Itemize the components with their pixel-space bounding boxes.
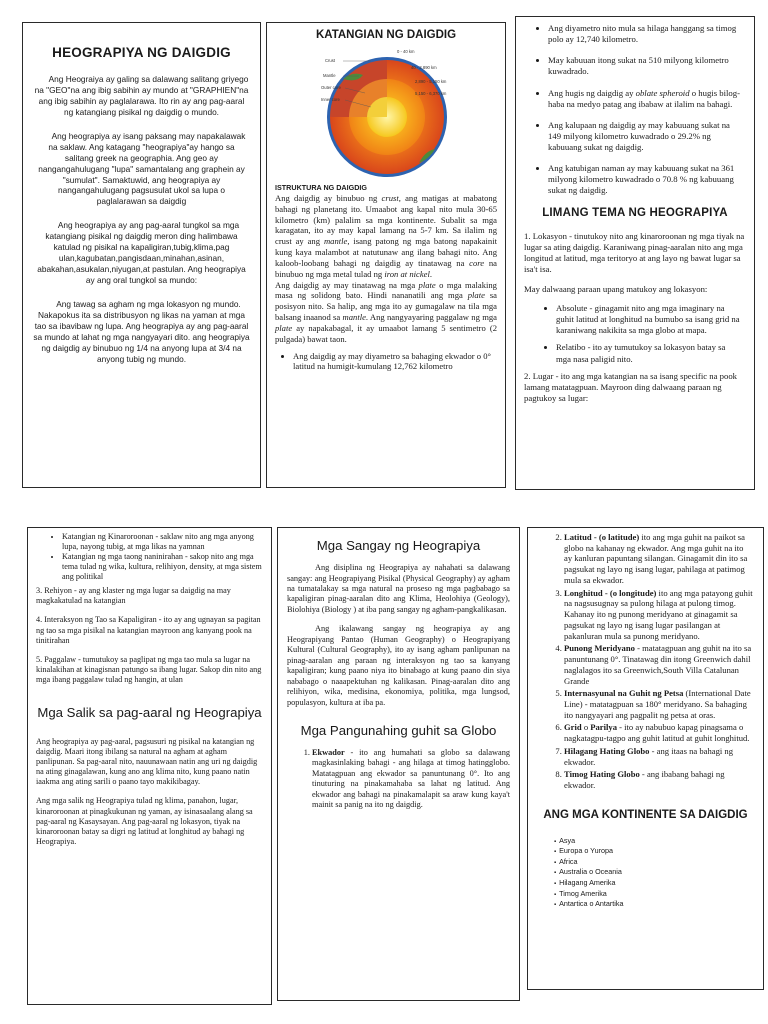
section-title: Mga Salik sa pag-aaral ng Heograpiya <box>37 705 262 721</box>
list-item: • Ang hugis ng daigdig ay oblate spheroid o hugis bilog-haba na medyo patag ang ibabaw at ilalim na bahagi. <box>548 88 742 110</box>
numbered-list <box>312 748 510 811</box>
list-item: 8. Timog Hating Globo - ang ibabang bahagi ng ekwador. <box>564 769 753 790</box>
earth-label-mantle: Mantle <box>323 73 336 78</box>
earth-depth-mantle: 40 - 2,890 km <box>411 65 437 70</box>
paragraph: 2. Lugar - ito ang mga katangian na sa isang specific na pook lamang matatagpuan. Mayroon ding dalwaang paraan ng pagtukoy sa lugar: <box>524 370 738 404</box>
section-title: LIMANG TEMA NG HEOGRAPIYA <box>542 206 728 219</box>
earth-label-inner-core: Inner core <box>321 97 340 102</box>
list-item: ▪ Africa <box>562 857 763 868</box>
paragraph: Ang daigdig ay binubuo ng crust, ang matigas at mabatong bahagi ng planetang ito. Umaabot ang kapal nito mula 30-65 kilometro (km) palalim sa mga kontinente. Subalit sa mga karagatan, ito ay may kapal lamang na 5-7 km. Sa ilalim ng crust ay ang mantle, isang patong ng mga batong napakainit kung kaya malambot at natutunaw ang ilang bahagi nito. Ang kaloob-loobang bahagi ng daigdig ay tinatawag na core na binubuo ng mga metal tulad ng iron at nickel. <box>275 193 497 279</box>
list-item: 7. Hilagang Hating Globo - ang itaas na bahagi ng ekwador. <box>564 746 753 767</box>
section-title: Mga Pangunahing guhit sa Globo <box>300 722 497 738</box>
panel-title: HEOGRAPIYA NG DAIGDIG <box>52 45 231 60</box>
list-item: • Ang diyametro nito mula sa hilaga hanggang sa timog polo ay 12,740 kilometro. <box>548 23 742 45</box>
section-title: Mga Sangay ng Heograpiya <box>316 538 481 553</box>
paragraph: 3. Rehiyon - ay ang klaster ng mga lugar sa daigdig na may magkakatulad na katangian <box>36 586 231 606</box>
earth-layers-illustration <box>319 43 449 181</box>
earth-depth-inner-core: 5,150 - 6,370 km <box>415 91 447 96</box>
panel-heograpiya-ng-daigdig <box>22 22 261 488</box>
paragraph: May dalwaang paraan upang matukoy ang lokasyon: <box>524 283 708 294</box>
paragraph: Ang heograpiya ay isang paksang may napakalawak na saklaw. Ang katagang "heograpiya"ay hango sa salitang greek na geographia. Ang geo ay nangangahulugang "lupa" samantalang ang graphein ay "sumulat". Samaktuwid, ang heograpiya ay nangangahulugang pagsusulat ukol sa lupa o paglalarawan sa daigdig <box>38 130 246 207</box>
list-item: ▪ Hilagang Amerika <box>562 878 763 889</box>
list-item: 4. Punong Meridyano - matatagpuan ang guhit na ito sa panuntunang 0°. Tinatawag din itong Greenwich dahil naglalagos ito sa Greenwich,South Villa Catalunan Grande <box>564 643 753 686</box>
list-item: ▪ Asya <box>562 836 763 847</box>
paragraph: Ang ikalawang sangay ng heograpiya ay ang Heograpiyang Pantao (Human Geography) o Heograpiyang Kultural (Cultural Geography), ito ay isang agham panlipunan na pinag-aaralan ang paraan ng interaksyon ng tao sa kanyang kapaligiran; kung paano niya ito binabago at kung paano din siya nababago o naaapektuhan ng kalikasan. Pinag-aaralan dito ang relihiyon, wika, medisina, ekonomiya, politika, mga lungsod, populasyon, kultura at iba pa. <box>287 624 510 707</box>
panel-katangian-ng-daigdig <box>266 22 506 488</box>
panel-mga-guhit-at-kontinente <box>527 527 764 990</box>
list-item: • Katangian ng Kinaroroonan - saklaw nito ang mga anyong lupa, nayong tubig, at mga likas na yamnan <box>62 532 263 552</box>
list-item: • Ang daigdig ay may diyametro sa bahaging ekwador o 0° latitud na humigit-kumulang 12,762 kilometro <box>293 351 497 373</box>
list-item: ▪ Antartica o Antartika <box>562 899 763 910</box>
bullet-list <box>548 23 742 197</box>
numbered-list <box>564 532 753 791</box>
paragraph: Ang disiplina ng Heograpiya ay nahahati sa dalawang sangay: ang Heograpiyang Pisikal (Physical Geography) ay agham na tumatalakay sa mga natural na proseso ng mga pagbabago sa kapaligiran pinag-aaralan dito ang Klima, Heolohiya (Geology), Biolohiya (Biology ) at iba pang sangay ng agham-pangkalikasan. <box>287 563 510 614</box>
panel-limang-tema <box>515 16 755 490</box>
earth-depth-crust: 0 - 40 km <box>397 49 415 54</box>
list-item: ▪ Europa o Yuropa <box>562 846 763 857</box>
list-item: • Ang kalupaan ng daigdig ay may kabuuang sukat na 149 milyong kilometro kuwadrado o 29.2% ng kabuuang sukat ng daigdig. <box>548 120 742 153</box>
section-title: ANG MGA KONTINENTE SA DAIGDIG <box>543 808 748 821</box>
continent-list <box>559 835 763 910</box>
list-item: • Absolute - ginagamit nito ang mga imaginary na guhit latitud at longhitud na bumubo sa isang grid na karaniwang nakikita sa mga globo at mapa. <box>556 303 742 336</box>
earth-depth-outer-core: 2,890 - 5,150 km <box>415 79 447 84</box>
earth-label-crust: Crust <box>325 58 336 63</box>
panel-mga-salik <box>27 527 272 1005</box>
paragraph: 5. Paggalaw - tumutukoy sa paglipat ng mga tao mula sa lugar na kinalakihan at kinagisnan patungo sa ibang lugar. Sakop din nito ang mga ibang paggalaw tulad ng hangin, at ulan <box>36 654 262 685</box>
list-item: • Ang katubigan naman ay may kabuuang sukat na 361 milyong kilometro kuwadrado o 70.8 % ng kabuuang sukat ng daigdig. <box>548 163 742 196</box>
list-item: ▪ Australia o Oceania <box>562 867 763 878</box>
panel-title: KATANGIAN NG DAIGDIG <box>315 29 457 41</box>
list-item: • May kabuuan itong sukat na 510 milyong kilometro kuwadrado. <box>548 55 742 77</box>
paragraph: Ang daigdig ay may tinatawag na mga plate o mga malaking masa ng solidong bato. Hindi nananatili ang mga plate sa posisyon nito. Sa halip, ang mga ito ay gumagalaw na tila mga balsang inaanod sa mantle. Ang nangyayaring paggalaw ng mga plate ay napakabagal, it ay umaabot lamang 5 sentimetro (2 pulgada) bawat taon. <box>275 279 497 344</box>
list-item: 1. Ekwador - ito ang humahati sa globo sa dalawang magkasinlaking bahagi - ang hilaga at timog hatingglobo. Matatagpuan ang ekwador sa panuntunang 0°. Ito ang tinuturing na pinakamahaba sa lahat ng latitud. Ang ekwador ang bahagi na pinakamalapit sa araw kung kaya't mainit sa panig na ito ng daigdig. <box>312 748 510 811</box>
earth-label-outer-core: Outer core <box>321 85 341 90</box>
paragraph: Ang heograpiya ay pag-aaral, pagsusuri ng pisikal na katangian ng daigdig. Maari itong ibilang sa natural na agham at agham panlipunan. Sa pag-aaral nito, nauunawaan natin ang uri ng daigdig na ating ginagalawan, kung ano ang klima nito, kung paano natin iaakma ang ating sarili o paano tayo makikibagay. <box>36 736 258 787</box>
panel-mga-sangay <box>277 527 520 1001</box>
list-item: 5. Internasyunal na Guhit ng Petsa (International Date Line) - matatagpuan sa 180° meridyano. Sa bahaging ito nangyayari ang pagpalit ng petsa at oras. <box>564 688 753 720</box>
list-item: 3. Longhitud - (o longitude) ito ang mga patayong guhit na nagsusugnay sa pulong hilaga at pulong timog. Kahanay ito ng punong meridyano at ginagamit sa pagsukat ng layo ng isang lugar pasilangan at pakanluran mula sa punong meridyano. <box>564 588 753 642</box>
list-item: 2. Latitud - (o latitude) ito ang mga guhit na paikot sa globo na kahanay ng ekwador. Ang mga guhit na ito ay kanluran papuntang silangan. Ginagamit din ito sa pagsukat ng layo ng isang lugar, pahilaga at patimog mula sa ekwador. <box>564 532 753 586</box>
bullet-list <box>556 303 742 365</box>
paragraph: Ang tawag sa agham ng mga lokasyon ng mundo. Nakapokus ita sa distribusyon ng likas na yaman at mga tao sa ibavibaw ng lupa. Ang heograpiya ay ang pag-aaral sa mundo at lahat ng mga nangyayari dito. ang heograpiya ng daigdig ay binubuo ng 1/4 na anyong lupa at 3/4 na anyong tubig ng mundo. <box>33 298 250 364</box>
list-item: • Katangian ng mga taong naninirahan - sakop nito ang mga tema tulad ng wika, kultura, relihiyon, density, at mga sistem ang politikal <box>62 552 263 582</box>
paragraph: Ang Heograiya ay galing sa dalawang salitang griyego na "GEO"na ang ibig sabihin ay mundo at "GRAPHIEN"na ang ibig sabihin ay paglalarawa. Ito rin ay ang pag-aaral ng katangiang pisikal ng daigdig o mundo. <box>34 74 249 117</box>
paragraph: Ang heograpiya ay ang pag-aaral tungkol sa mga katangiang pisikal ng daigdig meron ding halimbawa katulad ng pisikal na kapaligiran,tubig,klima,pag ulan,kagubatan,pangisdaan,minahan,asinan, abakahan,asukalan,niyugan,at pastulan. Ang heograpiya ay ang oral tungkol sa mundo: <box>37 220 246 285</box>
list-item: 6. Grid o Parilya - ito ay nabubuo kapag pinagsama o nagkatagpu-tagpo ang guhit latitud at guhit longhitud. <box>564 722 753 743</box>
list-item: • Relatibo - ito ay tumutukoy sa lokasyon batay sa mga nasa paligid nito. <box>556 342 742 364</box>
paragraph: 4. Interaksyon ng Tao sa Kapaligiran - ito ay ang ugnayan sa pagitan ng tao sa mga pisikal na katangian mayroon ang kanyang pook na tinitirahan <box>36 615 261 645</box>
bullet-list <box>293 351 497 373</box>
section-subtitle: ISTRUKTURA NG DAIGDIG <box>275 183 367 192</box>
bullet-list <box>62 532 263 582</box>
paragraph: 1. Lokasyon - tinutukoy nito ang kinaroroonan ng mga tiyak na lugar sa ating daigdig. Karaniwang pinag-aaralan nito ang mga longitud at latitud, mga teritoryo at ang layo ng bawat lugar sa isa't isa. <box>524 230 745 275</box>
paragraph: Ang mga salik ng Heograpiya tulad ng klima, panahon, lugar, kinaroroonan at pinagkukunan ng yaman, ay isinasaalang alang sa pag-aaral ng Kasaysayan. Ang pag-aaral ng lokasyon, tiyak na kinaroroonan batay sa digri ng latitud at longhitud ay bahagi ng Heograpiya. <box>36 796 253 847</box>
list-item: ▪ Timog Amerika <box>562 889 763 900</box>
